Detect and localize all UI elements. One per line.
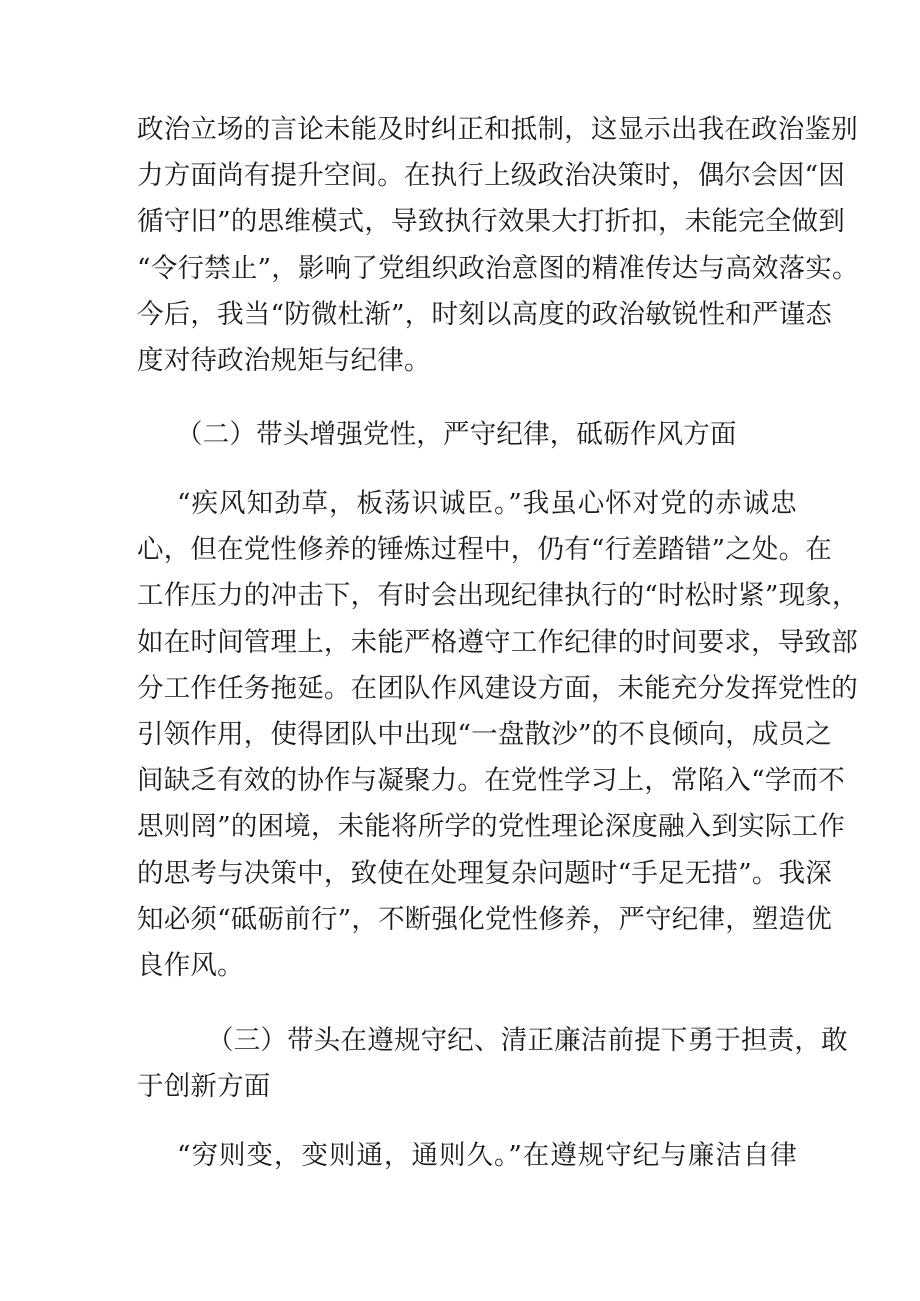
text-line: 工作压力的冲击下，有时会出现纪律执行的“时松时紧”现象， — [137, 580, 859, 612]
text-line: 力方面尚有提升空间。在执行上级政治决策时，偶尔会因“因 — [137, 160, 845, 192]
text-line: 引领作用，使得团队中出现“一盘散沙”的不良倾向，成员之 — [137, 719, 832, 751]
text-line: 的思考与决策中，致使在处理复杂问题时“手足无措”。我深 — [137, 857, 832, 889]
text-line: 度对待政治规矩与纪律。 — [137, 345, 431, 377]
section-heading-3 — [137, 1018, 848, 1110]
text-line: 良作风。 — [137, 950, 244, 982]
text-line: 如在时间管理上，未能严格遵守工作纪律的时间要求，导致部 — [137, 626, 858, 658]
section-heading-2 — [176, 412, 776, 458]
text-line: “穷则变，变则通，通则久。”在遵规守纪与廉洁自律 — [177, 1140, 797, 1171]
heading-text: （二）带头增强党性，严守纪律，砥砺作风方面 — [176, 419, 737, 450]
text-line: 分工作任务拖延。在团队作风建设方面，未能充分发挥党性的 — [137, 672, 858, 704]
body-paragraph-party-spirit — [137, 481, 859, 989]
text-line: “令行禁止”，影响了党组织政治意图的精准传达与高效落实。 — [137, 252, 859, 284]
text-line: 政治立场的言论未能及时纠正和抵制，这显示出我在政治鉴别 — [137, 114, 858, 145]
body-paragraph-political-discernment — [137, 107, 859, 384]
body-paragraph-innovation — [137, 1133, 797, 1179]
text-line: 间缺乏有效的协作与凝聚力。在党性学习上，常陷入“学而不 — [137, 765, 845, 797]
text-line: 知必须“砥砺前行”，不断强化党性修养，严守纪律，塑造优 — [137, 903, 832, 935]
heading-text: （三）带头在遵规守纪、清正廉洁前提下勇于担责，敢 — [207, 1025, 848, 1056]
heading-text: 于创新方面 — [137, 1071, 271, 1103]
text-line: 今后，我当“防微杜渐”，时刻以高度的政治敏锐性和严谨态 — [137, 298, 832, 330]
text-line: “疾风知劲草，板荡识诚臣。”我虽心怀对党的赤诚忠 — [177, 488, 797, 519]
text-line: 思则罔”的困境，未能将所学的党性理论深度融入到实际工作 — [137, 811, 845, 843]
text-line: 心，但在党性修养的锤炼过程中，仍有“行差踏错”之处。在 — [137, 534, 832, 566]
text-line: 循守旧”的思维模式，导致执行效果大打折扣，未能完全做到 — [137, 206, 845, 238]
